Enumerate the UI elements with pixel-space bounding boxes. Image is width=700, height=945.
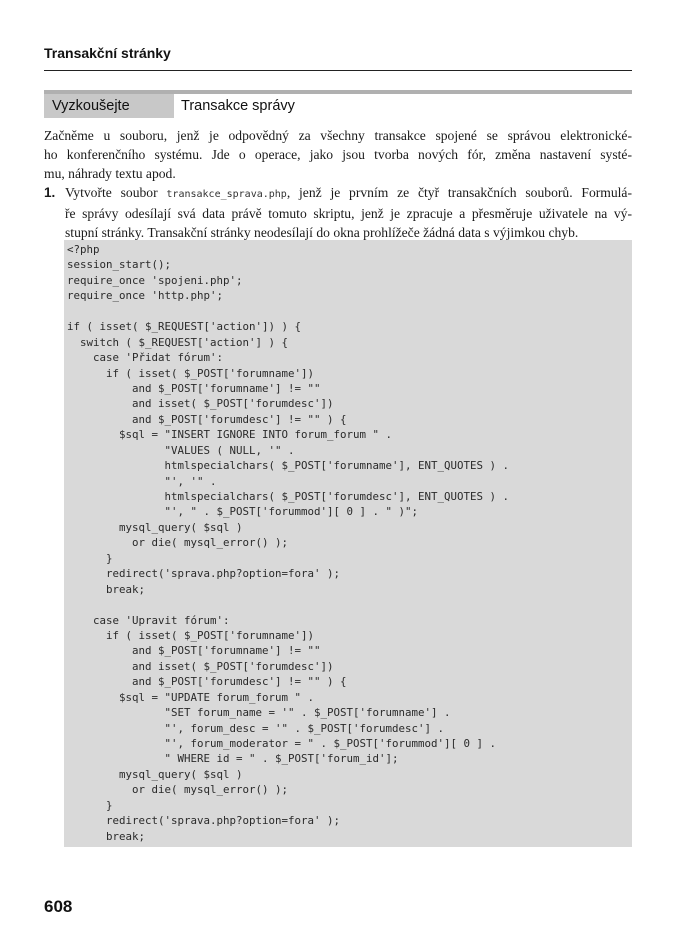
code-line: and isset( $_POST['forumdesc']) <box>67 659 334 673</box>
step-number: 1. <box>44 185 56 200</box>
step-line: ře správy odesílají svá data právě tomuto skriptu, jenž je zpracuje a přesměruje uživatele na vý- <box>65 206 632 221</box>
code-listing <box>64 240 632 847</box>
inline-filename: transakce_sprava.php <box>166 189 287 200</box>
code-line: htmlspecialchars( $_POST['forumname'], ENT_QUOTES ) . <box>67 459 510 473</box>
try-it-box <box>44 90 632 118</box>
code-line: and isset( $_POST['forumdesc']) <box>67 397 334 411</box>
code-line <box>67 304 632 319</box>
code-line: require_once 'http.php'; <box>67 289 224 303</box>
code-line: if ( isset( $_POST['forumname']) <box>67 628 315 642</box>
code-line: break; <box>67 829 146 843</box>
code-line: "', '" . <box>67 474 217 488</box>
step-line1-after: , jenž je prvním ze čtyř transakčních souborů. Formulá- <box>286 185 632 200</box>
running-head-title: Transakční stránky <box>44 45 171 61</box>
code-line: "SET forum_name = '" . $_POST['forumname'] . <box>67 706 451 720</box>
code-line: } <box>67 798 113 812</box>
code-line: break; <box>67 582 146 596</box>
code-line: htmlspecialchars( $_POST['forumdesc'], ENT_QUOTES ) . <box>67 490 510 503</box>
step-line <box>65 183 632 204</box>
code-line: if ( isset( $_POST['forumname']) <box>67 366 315 380</box>
try-it-separator <box>174 94 176 118</box>
intro-line: mu, náhrady textu apod. <box>44 166 176 181</box>
code-line: and $_POST['forumdesc'] != "" ) { <box>67 675 347 689</box>
code-line <box>67 597 632 612</box>
page-number: 608 <box>44 897 73 916</box>
code-line: " WHERE id = " . $_POST['forum_id']; <box>67 752 399 766</box>
code-line: mysql_query( $sql ) <box>67 520 243 534</box>
code-line: and $_POST['forumname'] != "" <box>67 381 321 395</box>
step-line1-before: Vytvořte soubor <box>65 185 167 200</box>
step-line: stupní stránky. Transakční stránky neodesílají do okna prohlížeče žádná data s výjimkou chyb. <box>65 225 579 240</box>
code-line: redirect('sprava.php?option=fora' ); <box>67 814 341 828</box>
intro-line: Začněme u souboru, jenž je odpovědný za všechny transakce spojené se správou elektronické- <box>44 128 632 143</box>
code-line: <?php <box>67 243 100 256</box>
code-line: redirect('sprava.php?option=fora' ); <box>67 567 341 581</box>
code-line: case 'Upravit fórum': <box>67 613 230 627</box>
code-line: mysql_query( $sql ) <box>67 767 243 781</box>
code-line: or die( mysql_error() ); <box>67 536 289 550</box>
step-text <box>65 183 632 242</box>
intro-line: ho konferenčního systému. Jde o operace, jako jsou tvorba nových fór, změna nastavení systé- <box>44 147 632 162</box>
code-line: or die( mysql_error() ); <box>67 783 289 797</box>
try-it-tag: Vyzkoušejte <box>44 94 174 118</box>
code-line: } <box>67 551 113 565</box>
code-line: if ( isset( $_REQUEST['action']) ) { <box>67 320 302 334</box>
try-it-title: Transakce správy <box>181 98 295 114</box>
code-line: "', " . $_POST['forummod'][ 0 ] . " )"; <box>67 505 419 519</box>
header-rule <box>44 70 632 71</box>
code-line: "VALUES ( NULL, '" . <box>67 443 295 457</box>
code-line: switch ( $_REQUEST['action'] ) { <box>67 335 289 349</box>
intro-paragraph <box>44 126 632 183</box>
code-line: "', forum_moderator = " . $_POST['forummod'][ 0 ] . <box>67 737 497 750</box>
code-line: session_start(); <box>67 258 172 272</box>
code-line: and $_POST['forumname'] != "" <box>67 644 321 658</box>
code-line: require_once 'spojeni.php'; <box>67 273 243 287</box>
code-line: "', forum_desc = '" . $_POST['forumdesc'] . <box>67 721 445 735</box>
code-line: and $_POST['forumdesc'] != "" ) { <box>67 412 347 426</box>
code-line: $sql = "UPDATE forum_forum " . <box>67 690 315 704</box>
code-line: case 'Přidat fórum': <box>67 351 224 365</box>
code-line: $sql = "INSERT IGNORE INTO forum_forum " . <box>67 428 393 442</box>
